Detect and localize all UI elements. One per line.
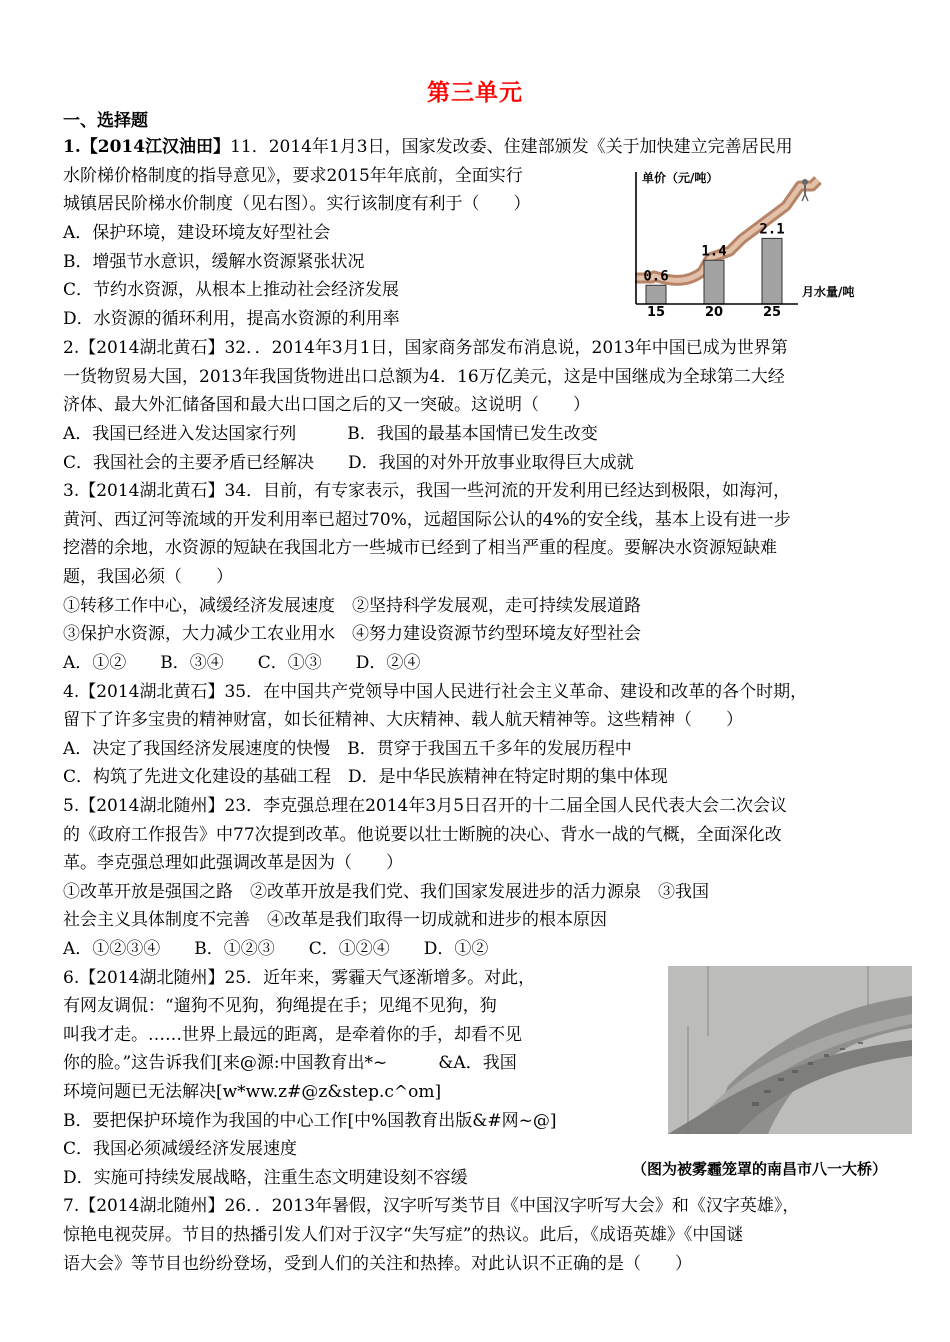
water-price-chart xyxy=(630,166,880,316)
question-6-line-5: 环境问题已无法解决[w*ww.z#@z&step.c^om] xyxy=(63,1082,442,1102)
question-6-line-3: 叫我才走。……世界上最远的距离，是牵着你的手，却看不见 xyxy=(63,1025,522,1045)
question-4-options-ab: A．决定了我国经济发展速度的快慢 B．贯穿于我国五千多年的发展历程中 xyxy=(63,739,632,759)
question-4-options-cd: C．构筑了先进文化建设的基础工程 D．是中华民族精神在特定时期的集中体现 xyxy=(63,767,668,787)
question-2-line-1: 2.【2014湖北黄石】32．．2014年3月1日，国家商务部发布消息说，2013年中国已成为世界第 xyxy=(63,338,788,358)
smog-bridge-photo xyxy=(668,966,912,1134)
question-3-line-3: 挖潜的余地，水资源的短缺在我国北方一些城市已经到了相当严重的程度。要解决水资源短缺难 xyxy=(63,538,777,558)
question-1-line-3: 城镇居民阶梯水价制度（见右图）。实行该制度有利于（ ） xyxy=(63,194,531,214)
question-3-answers: A．①② B．③④ C．①③ D．②④ xyxy=(63,653,421,673)
question-1-option-a: A．保护环境，建设环境友好型社会 xyxy=(63,223,331,243)
question-7-line-2: 惊艳电视荧屏。节目的热播引发人们对于汉字“失写症”的热议。此后，《成语英雄》《中国谜 xyxy=(63,1225,744,1245)
section-heading: 一、选择题 xyxy=(63,111,148,131)
chart-value-label: 2.1 xyxy=(759,221,785,238)
question-5-answers: A．①②③④ B．①②③ C．①②④ D．①② xyxy=(63,939,489,959)
chart-value-label: 1.4 xyxy=(701,243,727,260)
photo-caption: （图为被雾霾笼罩的南昌市八一大桥） xyxy=(632,1160,888,1178)
question-1-option-d: D．水资源的循环利用，提高水资源的利用率 xyxy=(63,309,400,329)
chart-x-tick-label: 25 xyxy=(762,305,782,316)
question-1-line-1 xyxy=(63,136,793,158)
question-5-line-1: 5.【2014湖北随州】23．李克强总理在2014年3月5日召开的十二届全国人民代表大会二次会议 xyxy=(63,796,788,816)
question-3-line-1: 3.【2014湖北黄石】34．目前，有专家表示，我国一些河流的开发利用已经达到极限，如海河， xyxy=(63,481,791,501)
question-6-option-d: D．实施可持续发展战略，注重生态文明建设刻不容缓 xyxy=(63,1168,468,1188)
question-4-line-1: 4.【2014湖北黄石】35．在中国共产党领导中国人民进行社会主义革命、建设和改革的各个时期， xyxy=(63,682,808,702)
question-5-choices-1: ①改革开放是强国之路 ②改革开放是我们党、我们国家发展进步的活力源泉 ③我国 xyxy=(63,882,709,902)
question-1-option-b: B．增强节水意识，缓解水资源紧张状况 xyxy=(63,252,365,272)
chart-bar xyxy=(762,238,782,304)
question-7-line-3: 语大会》等节目也纷纷登场，受到人们的关注和热捧。对此认识不正确的是（ ） xyxy=(63,1254,692,1274)
question-5-line-3: 革。李克强总理如此强调改革是因为（ ） xyxy=(63,853,403,873)
price-staircase-band xyxy=(635,180,818,280)
question-3-line-4: 题，我国必须（ ） xyxy=(63,567,233,587)
chart-bar xyxy=(646,285,666,304)
question-1-tag: 1.【2014江汉油田】 xyxy=(63,137,231,157)
question-5-choices-2: 社会主义具体制度不完善 ④改革是我们取得一切成就和进步的根本原因 xyxy=(63,910,607,930)
question-6-line-2: 有网友调侃：“遛狗不见狗，狗绳提在手；见绳不见狗，狗 xyxy=(63,996,497,1016)
chart-value-label: 0.6 xyxy=(643,268,669,285)
question-2-line-2: 一货物贸易大国，2013年我国货物进出口总额为4．16万亿美元，这是中国继成为全球第二大经 xyxy=(63,367,785,387)
chart-x-tick-label: 15 xyxy=(646,305,666,316)
question-3-choices-1: ①转移工作中心，减缓经济发展速度 ②坚持科学发展观，走可持续发展道路 xyxy=(63,596,641,616)
question-6-option-c: C．我国必须减缓经济发展速度 xyxy=(63,1139,298,1159)
question-1-text: 11．2014年1月3日，国家发改委、住建部颁发《关于加快建立完善居民用 xyxy=(230,137,793,157)
question-6-line-4: 你的脸。”这告诉我们[来@源:中国教育出*~ &A．我国 xyxy=(63,1053,517,1073)
question-6-line-1: 6.【2014湖北随州】25．近年来，雾霾天气逐渐增多。对此， xyxy=(63,968,536,988)
chart-x-tick-label: 20 xyxy=(704,305,724,316)
question-6-option-b: B．要把保护环境作为我国的中心工作[中%国教育出版&#网~@] xyxy=(63,1111,557,1131)
question-2-options-ab: A．我国已经进入发达国家行列 B．我国的最基本国情已发生改变 xyxy=(63,424,598,444)
question-2-line-3: 济体、最大外汇储备国和最大出口国之后的又一突破。这说明（ ） xyxy=(63,395,590,415)
question-2-options-cd: C．我国社会的主要矛盾已经解决 D．我国的对外开放事业取得巨大成就 xyxy=(63,453,634,473)
question-3-choices-2: ③保护水资源，大力减少工农业用水 ④努力建设资源节约型环境友好型社会 xyxy=(63,624,641,644)
chart-y-axis-label: 单价（元/吨） xyxy=(642,171,719,185)
question-5-line-2: 的《政府工作报告》中77次提到改革。他说要以壮士断腕的决心、背水一战的气概，全面深化改 xyxy=(63,825,782,845)
page-title: 第三单元 xyxy=(427,79,523,106)
question-4-line-2: 留下了许多宝贵的精神财富，如长征精神、大庆精神、载人航天精神等。这些精神（ ） xyxy=(63,710,743,730)
chart-x-axis-label: 月水量/吨 xyxy=(802,285,855,299)
question-1-option-c: C．节约水资源，从根本上推动社会经济发展 xyxy=(63,280,400,300)
question-3-line-2: 黄河、西辽河等流域的开发利用率已超过70%，远超国际公认的4%的安全线，基本上设有进一步 xyxy=(63,510,791,530)
question-7-line-1: 7.【2014湖北随州】26．．2013年暑假，汉字听写类节目《中国汉字听写大会》和《汉字英雄》， xyxy=(63,1196,800,1216)
question-1-line-2: 水阶梯价格制度的指导意见》，要求2015年年底前，全面实行 xyxy=(63,166,523,186)
chart-bar xyxy=(704,260,724,304)
